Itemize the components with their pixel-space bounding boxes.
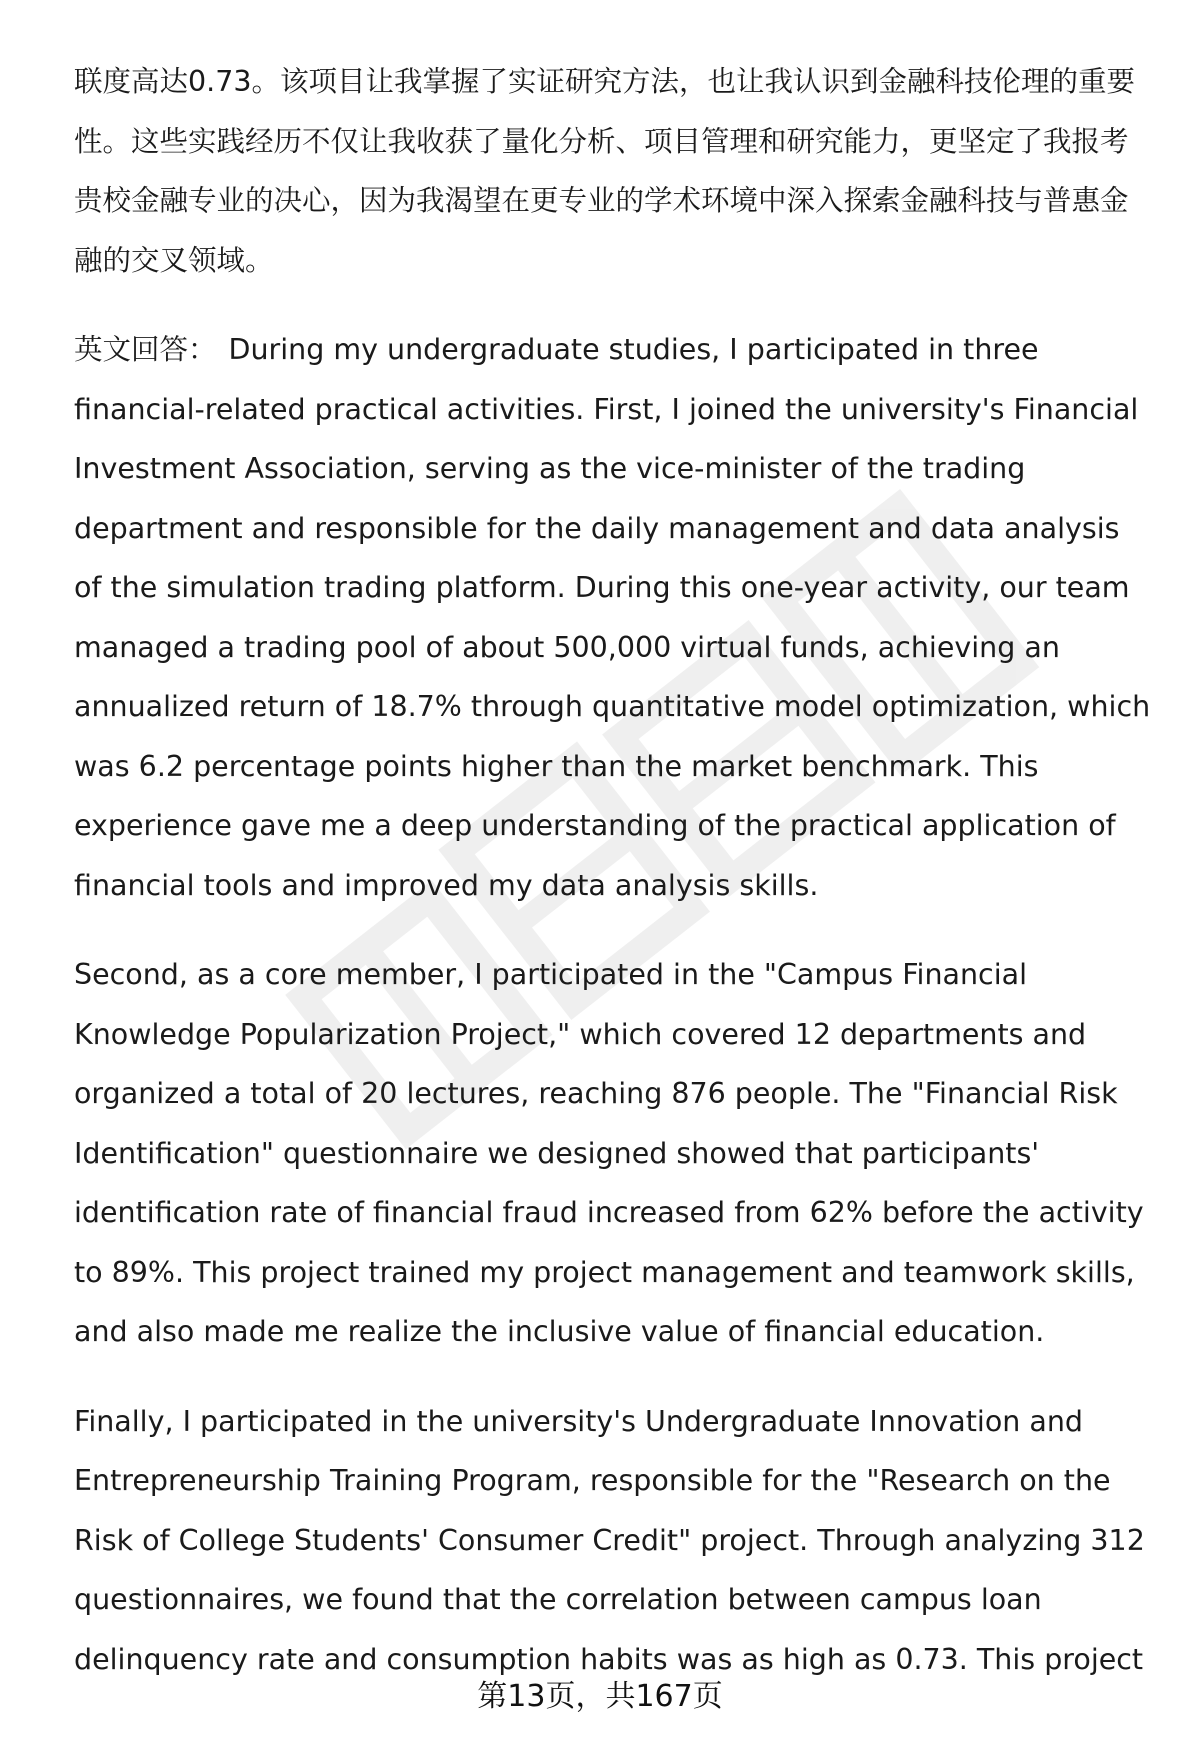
paragraph-chinese-continuation: 联度高达0.73。该项目让我掌握了实证研究方法，也让我认识到金融科技伦理的重要性。这些实践经历不仅让我收获了量化分析、项目管理和研究能力，更坚定了我报考贵校金融专业的决心，因为我渴望在更专业的学术环境中深入探索金融科技与普惠金融的交叉领域。 xyxy=(74,65,1135,277)
paragraph-english-2: Second, as a core member, I participated in the "Campus Financial Knowledge Popularization Project," which covered 12 departments and organized a total of 20 lectures, reaching 876 people. The "Financial Risk Identification" questionnaire we designed showed that participants' identification rate of financial fraud increased from 62% before the activity to 89%. This project trained my project management and teamwork skills, and also made me realize the inclusive value of financial education. xyxy=(74,958,1144,1348)
paragraph-english-1-text: During my undergraduate studies, I participated in three financial-related practical activities. First, I joined the university's Financial Investment Association, serving as the vice-minister of the trading department and responsible for the daily management and data analysis of the simulation trading platform. During this one-year activity, our team managed a trading pool of about 500,000 virtual funds, achieving an annualized return of 18.7% through quantitative model optimization, which was 6.2 percentage points higher than the market benchmark. This experience gave me a deep understanding of the practical application of financial tools and improved my data analysis skills. xyxy=(74,333,1151,902)
english-answer-label: 英文回答： xyxy=(74,333,217,366)
paragraph-english-3: Finally, I participated in the university's Undergraduate Innovation and Entrepreneurship Training Program, responsible for the "Research on the Risk of College Students' Consumer Credit" project. Through analyzing 312 questionnaires, we found that the correlation between campus loan delinquency rate and consumption habits was as high as 0.73. This project xyxy=(74,1404,1145,1676)
paragraph-english-1 xyxy=(74,320,1154,915)
document-body xyxy=(74,52,1154,1689)
page-number-footer: 第13页，共167页 xyxy=(477,1679,723,1714)
